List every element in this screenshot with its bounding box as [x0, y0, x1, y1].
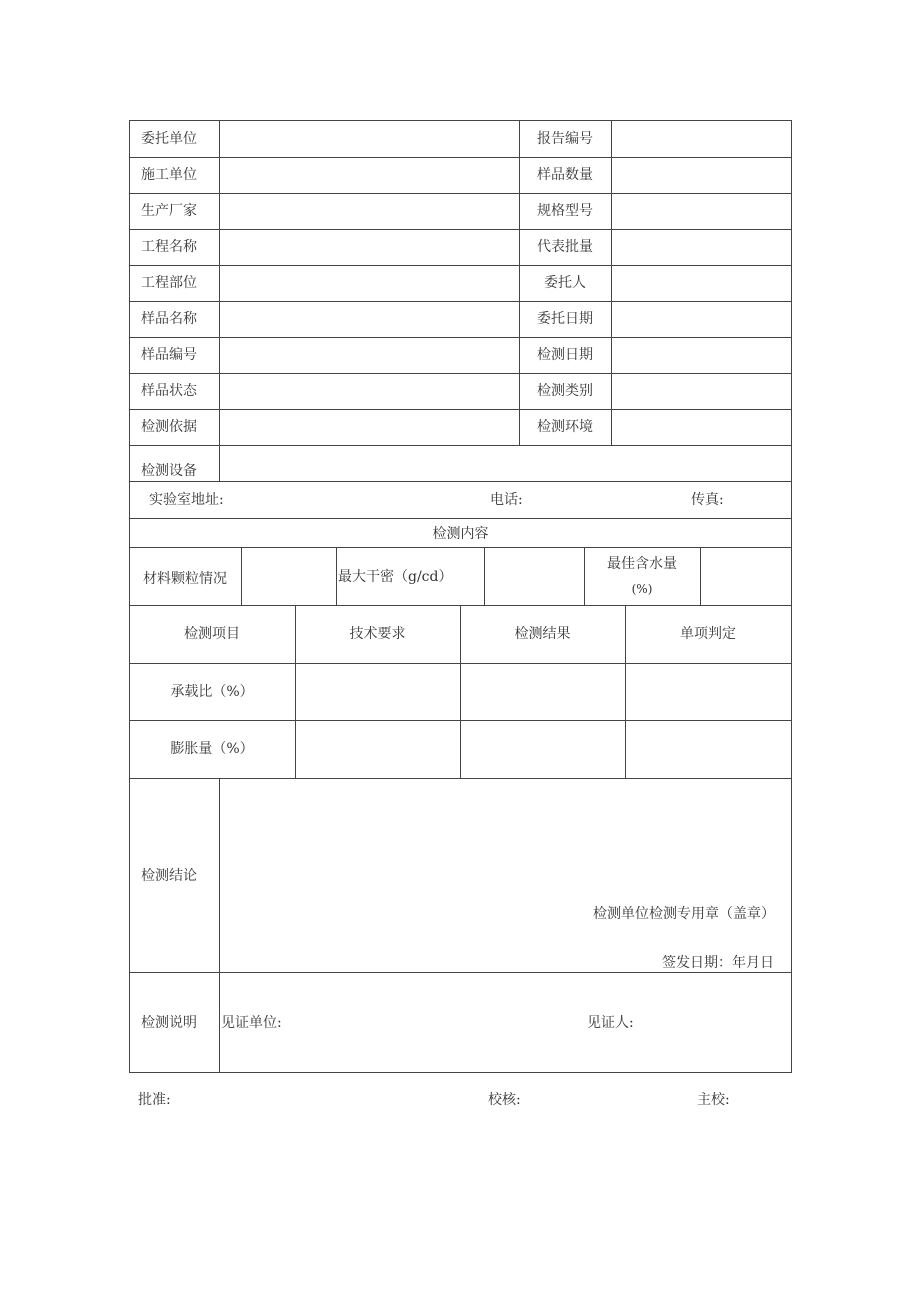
sample-name-label: 样品名称	[141, 311, 197, 327]
content-title: 检测内容	[432, 526, 489, 542]
construction-unit-label: 施工单位	[141, 167, 197, 183]
sample-state-label: 样品状态	[141, 383, 197, 399]
conclusion-label: 检测结论	[141, 868, 197, 884]
fax-label: 传真:	[691, 492, 724, 508]
commission-date-label: 委托日期	[537, 311, 593, 327]
test-environment-label: 检测环境	[537, 419, 593, 435]
test-date-label: 检测日期	[537, 347, 593, 363]
header-item-judgment: 单项判定	[680, 626, 736, 642]
report-number-label: 报告编号	[537, 131, 593, 147]
header-test-result: 检测结果	[514, 626, 571, 642]
table-border-right	[791, 120, 792, 1073]
row-divider	[129, 547, 792, 548]
column-divider	[700, 547, 701, 605]
specification-label: 规格型号	[537, 203, 593, 219]
column-divider	[484, 547, 485, 605]
table-border-left	[129, 120, 130, 1073]
column-divider	[219, 120, 220, 481]
test-report-form	[129, 120, 792, 1073]
row-divider	[129, 229, 792, 230]
lab-address-label: 实验室地址:	[149, 492, 224, 508]
client-unit-label: 委托单位	[141, 131, 197, 147]
row-divider	[129, 445, 792, 446]
project-part-label: 工程部位	[141, 275, 197, 291]
grain-label: 材料颗粒情况	[143, 571, 227, 587]
batch-size-label: 代表批量	[537, 239, 593, 255]
row-divider	[129, 481, 792, 482]
witness-person-label: 见证人:	[587, 1015, 634, 1031]
row-divider	[129, 409, 792, 410]
header-test-item: 检测项目	[184, 626, 240, 642]
stamp-text: 检测单位检测专用章（盖章）	[593, 906, 775, 922]
row-divider	[129, 778, 792, 779]
header-technical-requirement: 技术要求	[349, 626, 406, 642]
row-divider	[129, 518, 792, 519]
sample-number-label: 样品编号	[141, 347, 197, 363]
client-person-label: 委托人	[544, 275, 586, 291]
check-label: 主校:	[697, 1092, 730, 1108]
project-name-label: 工程名称	[141, 239, 197, 255]
equipment-label: 检测设备	[141, 463, 197, 479]
column-divider	[219, 778, 220, 1073]
column-divider	[611, 120, 612, 445]
test-basis-label: 检测依据	[141, 419, 197, 435]
row-divider	[129, 337, 792, 338]
optimum-moisture-unit: (%)	[631, 582, 653, 596]
max-density-label: 最大干密（g/cd）	[338, 569, 453, 585]
manufacturer-label: 生产厂家	[141, 203, 197, 219]
approve-label: 批准:	[138, 1092, 171, 1108]
sample-quantity-label: 样品数量	[537, 167, 593, 183]
row-divider	[129, 373, 792, 374]
row-divider	[129, 972, 792, 973]
swell-item: 膨胀量（%）	[170, 741, 254, 757]
row-divider	[129, 157, 792, 158]
issue-date: 签发日期：年月日	[662, 955, 774, 971]
phone-label: 电话:	[490, 492, 523, 508]
table-border-bottom	[129, 1072, 792, 1073]
column-divider	[241, 547, 242, 605]
column-divider	[336, 547, 337, 605]
table-border-top	[129, 120, 792, 121]
row-divider	[129, 265, 792, 266]
notes-label: 检测说明	[141, 1015, 197, 1031]
row-divider	[129, 301, 792, 302]
review-label: 校核:	[488, 1092, 521, 1108]
witness-unit-label: 见证单位:	[221, 1015, 282, 1031]
cbr-item: 承载比（%）	[170, 684, 254, 700]
test-category-label: 检测类别	[537, 383, 593, 399]
optimum-moisture-label: 最佳含水量	[607, 556, 677, 572]
row-divider	[129, 193, 792, 194]
